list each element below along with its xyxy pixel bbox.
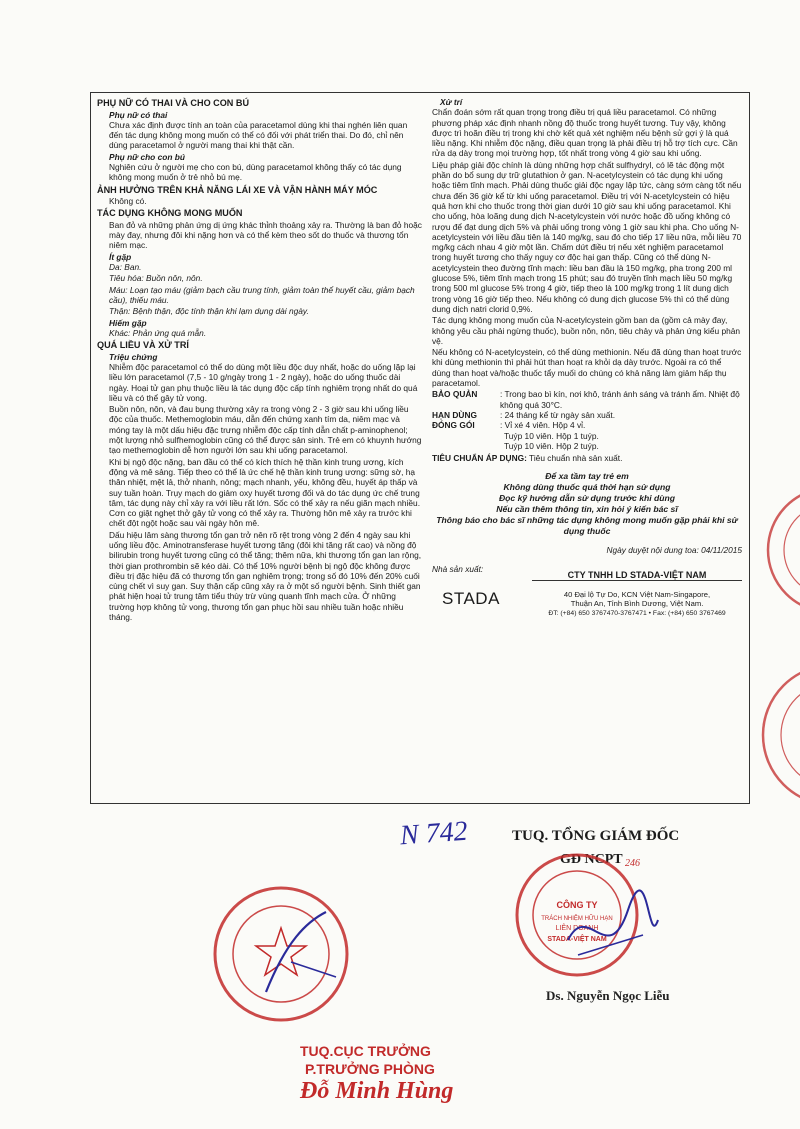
edge-stamp-bottom <box>758 650 800 820</box>
treatment-p2: Liệu pháp giải độc chính là dùng những hợp chất sulfhydryl, có lẽ tác động một phần do bổ sung dự trữ glutathion ở gan. N-acetylcystein có tác dụng khi uống hoặc tiêm tĩnh mạch. Phải dùng thuốc giải độc ngay lập tức, càng sớm càng tốt nếu chưa đến 36 giờ kể từ khi uống paracetamol. Điều trị với N-acetylcystein có hiệu quả hơn khi cho thuốc trong thời gian dưới 10 giờ sau khi uống paracetamol. Khi cho uống, hòa loãng dung dịch N-acetylcystein với nước hoặc đồ uống không có rượu để đạt dung dịch 5% và phải uống trong vòng 1 giờ sau khi pha. Cho uống N-acetylcystein với liều đầu tiên là 140 mg/kg, sau đó cho tiếp 17 liều nữa, mỗi liều 70 mg/kg cách nhau 4 giờ một lần. Chấm dứt điều trị nếu xét nghiệm paracetamol trong huyết tương cho thấy nguy cơ độc hại gan thấp. Cũng có thể dùng N-acetylcystein theo đường tĩnh mạch: liều ban đầu là 150 mg/kg, pha trong 200 ml glucose 5%, tiêm tĩnh mạch trong 15 phút; sau đó truyền tĩnh mạch liều 50 mg/kg trong 500 ml glucose 5% trong 4 giờ, tiếp theo là 100 mg/kg trong 1 lít dung dịch trong vòng 16 giờ tiếp theo. Nếu không có dung dịch glucose 5% thì có thể dùng dung dịch natri clorid 0,9%. <box>432 159 742 314</box>
svg-text:CÔNG TY: CÔNG TY <box>556 900 598 910</box>
shelf-life-value: : 24 tháng kể từ ngày sản xuất. <box>500 409 616 420</box>
lactation-subheading: Phụ nữ cho con bú <box>109 151 185 162</box>
warning-1: Để xa tầm tay trẻ em <box>545 471 629 482</box>
packaging-value-3: Tuýp 10 viên. Hộp 2 tuýp. <box>504 440 599 451</box>
tuq-general-director: TUQ. TỔNG GIÁM ĐỐC <box>512 828 680 844</box>
left-column <box>97 96 422 623</box>
packaging-value: : Vỉ xé 4 viên. Hộp 4 vỉ. <box>500 420 586 431</box>
overdose-heading: QUÁ LIỀU VÀ XỬ TRÍ <box>97 340 189 351</box>
packaging-row-2 <box>432 431 742 441</box>
overdose-p3: Khi bị ngộ độc nặng, ban đầu có thể có kích thích hệ thần kinh trung ương, kích động và mê sảng. Tiếp theo có thể là ức chế hệ thần kinh trung ương: sững sờ, hạ thân nhiệt, mệt lả, thở nhanh, nông; mạch nhanh, yếu, không đều, huyết áp thấp và suy tuần hoàn. Trụy mạch do giảm oxy huyết tương đối và do tác dụng ức chế trung tâm, tác dụng này chỉ xảy ra với liều rất lớn. Sốc có thể xảy ra nếu giãn mạch nhiều. Cơn co giật nghẹt thở gây tử vong có thể xảy ra. Thường hôn mê xảy ra trước khi chết đột ngột hoặc sau vài ngày hôn mê. <box>109 456 421 529</box>
symptoms-subheading: Triệu chứng <box>109 351 158 362</box>
stamp-code: 246 <box>625 858 640 869</box>
treatment-p4: Nếu không có N-acetylcystein, có thể dùng methionin. Nếu đã dùng than hoạt trước khi dùng methionin thì phải hút than hoạt ra khỏi dạ dày trước. Ngoài ra có thể dùng than hoạt và/hoặc thuốc tẩy muối do chúng có khả năng làm giảm hấp thụ paracetamol. <box>432 347 742 389</box>
overdose-p1: Nhiễm độc paracetamol có thể do dùng một liều độc duy nhất, hoặc do uống lặp lại liều lớn paracetamol (7,5 - 10 g/ngày trong 1 - 2 ngày), hoặc do uống thuốc dài ngày. Hoại tử gan phụ thuộc liều là tác dụng độc cấp tính nghiêm trọng nhất do quá liều và có thể gây tử vong. <box>109 361 418 403</box>
warning-3: Đọc kỹ hướng dẫn sử dụng trước khi dùng <box>498 493 676 504</box>
packaging-row-3 <box>432 441 742 451</box>
warning-2: Không dùng thuốc quá thời hạn sử dụng <box>503 482 671 493</box>
adverse-skin: Da: Ban. <box>109 262 142 273</box>
deputy-head: P.TRƯỞNG PHÒNG <box>305 1061 435 1077</box>
rare-subheading: Ít gặp <box>109 251 132 262</box>
svg-text:TRÁCH NHIỆM HỮU HẠN: TRÁCH NHIỆM HỮU HẠN <box>541 916 613 922</box>
treatment-subheading: Xử trí <box>440 97 463 107</box>
storage-label: BẢO QUẢN <box>432 389 478 400</box>
company-name: CTY TNHH LD STADA-VIỆT NAM <box>567 569 707 580</box>
overdose-p2: Buồn nôn, nôn, và đau bụng thường xảy ra trong vòng 2 - 3 giờ sau khi uống liều độc của thuốc. Methemoglobin máu, dẫn đến chứng xanh tím da, niêm mạc và móng tay là một dấu hiệu đặc trưng nhiễm độc cấp tính dẫn chất p-aminophenol; một lượng nhỏ sulfhemoglobin cũng có thể được sản sinh. Trẻ em có khuynh hướng tạo methemoglobin dễ hơn người lớn sau khi uống paracetamol. <box>109 404 422 456</box>
standard-value: Tiêu chuẩn nhà sản xuất. <box>526 453 623 464</box>
storage-row <box>432 389 742 410</box>
signer-name: Ds. Nguyễn Ngọc Liễu <box>546 988 670 1003</box>
pregnancy-text: Chưa xác định được tính an toàn của paracetamol dùng khi thai nghén liên quan đến tác dụng không mong muốn có thể có đối với phát triển thai. Do đó, chỉ nên dùng paracetamol ở người mang thai khi thật cần. <box>109 119 408 151</box>
svg-text:STADA-VIỆT NAM: STADA-VIỆT NAM <box>547 936 607 943</box>
shelf-life-label: HẠN DÙNG <box>432 409 477 420</box>
pregnancy-heading: PHỤ NỮ CÓ THAI VÀ CHO CON BÚ <box>97 98 250 108</box>
storage-value: : Trong bao bì kín, nơi khô, tránh ánh sáng và tránh ẩm. Nhiệt độ không quá 30°C. <box>500 389 740 410</box>
edge-stamp-top <box>760 480 800 620</box>
veryrare-subheading: Hiếm gặp <box>109 317 147 328</box>
company-info <box>532 569 742 620</box>
authority-stamp <box>196 882 366 1032</box>
director-title: GĐ NCPT <box>560 852 623 867</box>
pregnancy-subheading: Phụ nữ có thai <box>109 109 168 120</box>
driving-heading: ẢNH HƯỞNG TRÊN KHẢ NĂNG LÁI XE VÀ VẬN HÀNH MÁY MÓC <box>97 184 378 195</box>
warnings-block <box>432 471 742 537</box>
company-address-1: 40 Đại lộ Tự Do, KCN Việt Nam-Singapore, <box>563 590 711 600</box>
director-signature-mark <box>548 880 668 980</box>
adverse-kidney: Thận: Bệnh thận, độc tính thận khi lạm dụng dài ngày. <box>109 306 309 317</box>
svg-text:LIÊN DOANH: LIÊN DOANH <box>555 925 599 932</box>
warning-5: Thông báo cho bác sĩ những tác dụng không mong muốn gặp phải khi sử dụng thuốc <box>436 515 738 537</box>
treatment-p3: Tác dụng không mong muốn của N-acetylcystein gồm ban da (gồm cả mày đay, không yêu cầu phải ngừng thuốc), buồn nôn, nôn, tiêu chảy và phản ứng kiểu phản vệ. <box>432 315 741 346</box>
adverse-other: Khác: Phản ứng quá mẫn. <box>109 327 207 338</box>
handwritten-number: N 742 <box>398 815 469 852</box>
packaging-value-2: Tuýp 10 viên. Hộp 1 tuýp. <box>504 430 599 441</box>
standard-label: TIÊU CHUẨN ÁP DỤNG: <box>432 453 527 464</box>
warning-4: Nếu cần thêm thông tin, xin hỏi ý kiến bác sĩ <box>496 504 678 515</box>
driving-text: Không có. <box>109 196 147 207</box>
company-address-2: Thuận An, Tỉnh Bình Dương, Việt Nam. <box>570 599 704 609</box>
standard-row <box>432 453 742 463</box>
stada-logo: STADA <box>442 588 500 608</box>
packaging-label: ĐÓNG GÓI <box>432 420 475 431</box>
official-name: Đỗ Minh Hùng <box>300 1078 454 1104</box>
overdose-p4: Dấu hiệu lâm sàng thương tổn gan trở nên rõ rệt trong vòng 2 đến 4 ngày sau khi uống liều độc. Aminotransferase huyết tương tăng (đôi khi tăng rất cao) và nồng độ bilirubin trong huyết tương cũng có thể tăng; thêm nữa, khi thương tổn gan lan rộng, thời gian prothrombin sẽ kéo dài. Có thể 10% người bệnh bị ngộ độc không được điều trị đặc hiệu đã có thương tổn gan nghiêm trọng; trong số đó 10% đến 20% cuối cùng chết vì suy gan. Suy thận cấp cũng xảy ra ở một số người bệnh. Sinh thiết gan phát hiện hoại tử trung tâm tiểu thùy trừ vùng quanh tĩnh mạch cửa. Ở những trường hợp không tử vong, thương tổn gan phục hồi sau nhiều tuần hoặc nhiều tháng. <box>109 529 422 623</box>
manufacturer-label: Nhà sản xuất: <box>432 563 484 574</box>
approval-date: Ngày duyệt nội dung toa: 04/11/2015 <box>606 545 742 556</box>
manufacturer-box <box>432 569 742 620</box>
adverse-blood: Máu: Loạn tạo máu (giảm bạch cầu trung tính, giảm toàn thể huyết cầu, giảm bạch cầu), thiếu máu. <box>109 284 415 305</box>
packaging-row <box>432 420 742 430</box>
lactation-text: Nghiên cứu ở người mẹ cho con bú, dùng paracetamol không thấy có tác dụng không mong muốn ở trẻ nhỏ bú mẹ. <box>109 161 402 183</box>
tuq-director: TUQ.CỤC TRƯỞNG <box>300 1043 431 1059</box>
adverse-heading: TÁC DỤNG KHÔNG MONG MUỐN <box>97 208 243 219</box>
adverse-text: Ban đỏ và những phản ứng dị ứng khác thỉnh thoảng xảy ra. Thường là ban đỏ hoặc mày đay, nhưng đôi khi nặng hơn và có thể kèm theo sốt do thuốc và thương tổn niêm mạc. <box>109 219 422 251</box>
right-column <box>432 96 742 620</box>
company-phone: ĐT: (+84) 650 3767470-3767471 • Fax: (+84) 650 3767469 <box>548 610 726 618</box>
shelf-life-row <box>432 410 742 420</box>
adverse-digest: Tiêu hóa: Buồn nôn, nôn. <box>109 273 203 284</box>
treatment-p1: Chẩn đoán sớm rất quan trọng trong điều trị quá liều paracetamol. Có những phương pháp xác định nhanh nồng độ thuốc trong huyết tương. Tuy vậy, không được trì hoãn điều trị trong khi chờ kết quả xét nghiệm nếu bệnh sử gợi ý là quá liều nặng. Khi nhiễm độc nặng, điều quan trọng là phải điều trị hỗ trợ tích cực. Cần rửa dạ dày trong mọi trường hợp, tốt nhất trong vòng 4 giờ sau khi uống. <box>432 107 738 159</box>
